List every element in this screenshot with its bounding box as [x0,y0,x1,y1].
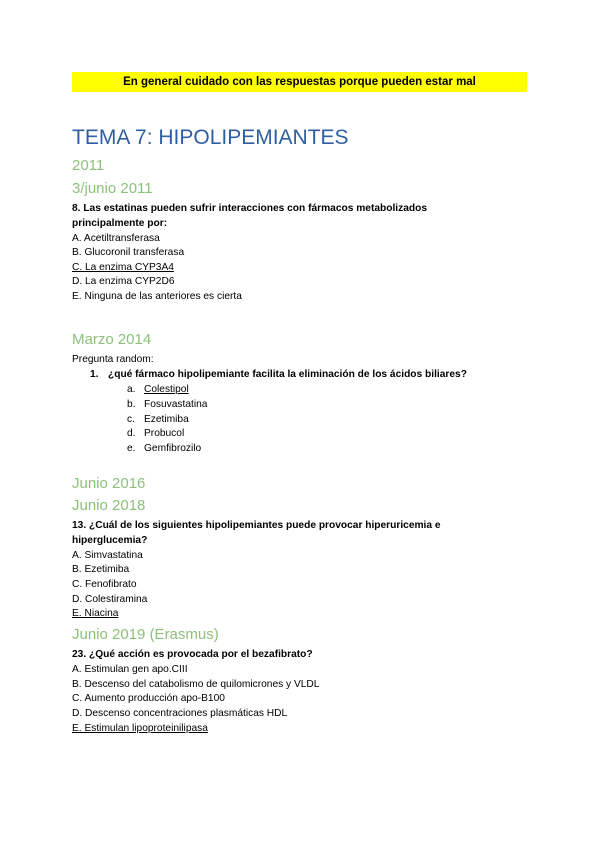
question-8-text-cont: principalmente por: [72,218,168,229]
random-option-letter: d. [127,428,136,439]
random-option-a-correct: Colestipol [144,384,189,395]
q23-option-d: D. Descenso concentraciones plasmáticas HDL [72,708,288,719]
section-heading-marzo-2014: Marzo 2014 [72,331,152,348]
random-option-letter: b. [127,399,136,410]
q13-option-d: D. Colestiramina [72,594,148,605]
section-heading-junio-2019: Junio 2019 (Erasmus) [72,626,219,643]
random-question-label: Pregunta random: [72,354,154,365]
question-23-text: 23. ¿Qué acción es provocada por el bezafibrato? [72,649,313,660]
q8-option-c-correct: C. La enzima CYP3A4 [72,262,174,273]
question-8-text: 8. Las estatinas pueden sufrir interacciones con fármacos metabolizados [72,203,427,214]
section-heading-junio-2018: Junio 2018 [72,497,146,514]
random-question-text: ¿qué fármaco hipolipemiante facilita la eliminación de los ácidos biliares? [108,369,467,380]
section-heading-junio-2011: 3/junio 2011 [72,180,153,197]
random-option-c: Ezetimiba [144,414,189,425]
question-13-text-cont: hiperglucemia? [72,535,148,546]
random-option-d: Probucol [144,428,185,439]
q8-option-b: B. Glucoronil transferasa [72,247,185,258]
random-option-e: Gemfibrozilo [144,443,202,454]
q23-option-b: B. Descenso del catabolismo de quilomicrones y VLDL [72,679,320,690]
q23-option-e-correct: E. Estimulan lipoproteinilipasa [72,723,208,734]
random-option-letter: c. [127,414,135,425]
warning-banner: En general cuidado con las respuestas porque pueden estar mal [72,72,527,92]
q13-option-b: B. Ezetimiba [72,564,130,575]
q8-option-a: A. Acetiltransferasa [72,233,160,244]
random-option-letter: e. [127,443,136,454]
random-option-b: Fosuvastatina [144,399,208,410]
q8-option-d: D. La enzima CYP2D6 [72,276,175,287]
page-title: TEMA 7: HIPOLIPEMIANTES [72,126,349,149]
q23-option-a: A. Estimulan gen apo.CIII [72,664,188,675]
q23-option-c: C. Aumento producción apo-B100 [72,693,225,704]
question-13-text: 13. ¿Cuál de los siguientes hipolipemiantes puede provocar hiperuricemia e [72,520,441,531]
random-option-letter: a. [127,384,136,395]
random-question-number: 1. [90,369,99,380]
q13-option-a: A. Simvastatina [72,550,143,561]
section-heading-2011: 2011 [72,157,105,174]
q13-option-c: C. Fenofibrato [72,579,137,590]
q13-option-e-correct: E. Niacina [72,608,119,619]
section-heading-junio-2016: Junio 2016 [72,475,146,492]
q8-option-e: E. Ninguna de las anteriores es cierta [72,291,242,302]
